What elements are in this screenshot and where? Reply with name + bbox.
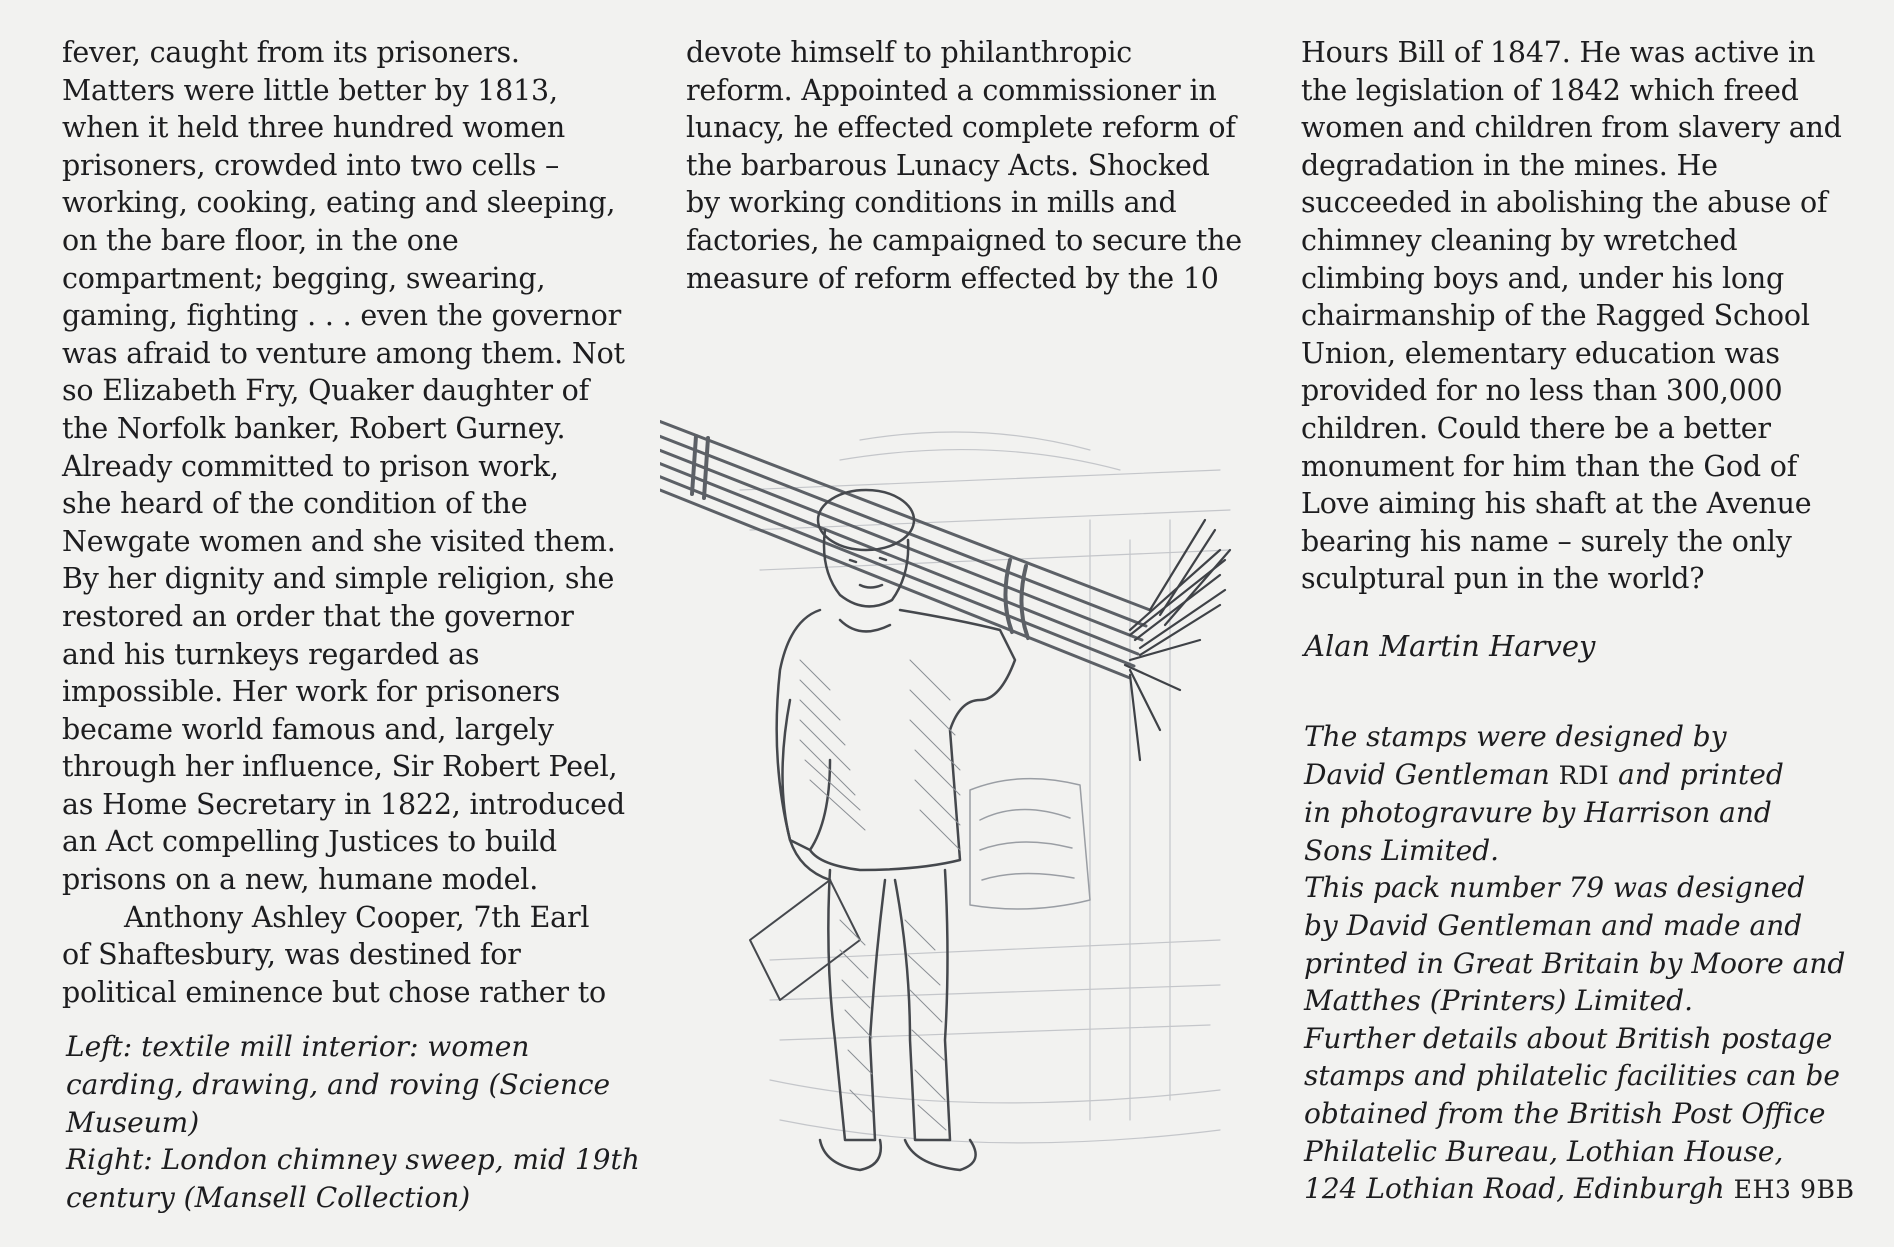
image-caption (66, 1028, 640, 1217)
text-line: on the bare floor, in the one (62, 223, 459, 257)
left-text-column (62, 34, 625, 1011)
text-line: bearing his name – surely the only (1301, 524, 1792, 558)
text-line: was afraid to venture among them. Not (62, 336, 625, 370)
credits-line: Matthes (Printers) Limited. (1304, 984, 1693, 1018)
text-line: prisons on a new, humane model. (62, 863, 539, 897)
middle-text-column (686, 34, 1242, 297)
text-line: political eminence but chose rather to (62, 975, 606, 1009)
text-line: devote himself to philanthropic (686, 36, 1133, 69)
text-line: Newgate women and she visited them. (62, 524, 616, 558)
text-line: By her dignity and simple religion, she (62, 562, 615, 596)
text-line: of Shaftesbury, was destined for (62, 938, 521, 972)
caption-line: Right: London chimney sweep, mid 19th (66, 1143, 640, 1177)
credits-line: Further details about British postage (1304, 1021, 1833, 1055)
text-line: by working conditions in mills and (686, 186, 1177, 220)
text-line: Matters were little better by 1813, (62, 73, 558, 107)
text-line: measure of reform effected by the 10 (686, 261, 1219, 295)
text-line: through her influence, Sir Robert Peel, (62, 750, 618, 784)
figure-hatching (800, 660, 960, 1130)
text-line: Hours Bill of 1847. He was active in (1301, 36, 1816, 69)
text-line: working, cooking, eating and sleeping, (62, 186, 616, 220)
text-line: lunacy, he effected complete reform of (686, 111, 1236, 145)
text-line: monument for him than the God of (1301, 449, 1798, 483)
text-line: as Home Secretary in 1822, introduced (62, 787, 625, 821)
text-line: Union, elementary education was (1301, 336, 1780, 370)
credits-line: This pack number 79 was designed (1304, 871, 1806, 905)
sweep-figure (750, 490, 1015, 1170)
text-line: she heard of the condition of the (62, 487, 528, 521)
text-line: compartment; begging, swearing, (62, 261, 546, 295)
text-line: fever, caught from its prisoners. (62, 36, 520, 69)
text-line: an Act compelling Justices to build (62, 825, 557, 859)
credits-line: The stamps were designed by (1304, 720, 1727, 753)
credits-line: stamps and philatelic facilities can be (1304, 1059, 1840, 1093)
text-line: became world famous and, largely (62, 712, 554, 746)
text-line: gaming, fighting . . . even the governor (62, 299, 622, 333)
credits-line: by David Gentleman and made and (1304, 908, 1803, 942)
credits-line: 124 Lothian Road, Edinburgh EH3 9BB (1304, 1172, 1855, 1206)
credits-line: obtained from the British Post Office (1304, 1096, 1826, 1130)
text-line: Love aiming his shaft at the Avenue (1301, 487, 1812, 521)
text-line: succeeded in abolishing the abuse of (1301, 186, 1828, 220)
text-line: Already committed to prison work, (62, 449, 559, 483)
fireplace (970, 779, 1090, 909)
right-text-column (1301, 34, 1842, 598)
credits-line: David Gentleman RDI and printed (1304, 757, 1784, 791)
caption-line: Left: textile mill interior: women (66, 1030, 530, 1063)
credits-line: printed in Great Britain by Moore and (1304, 946, 1846, 980)
text-line: so Elizabeth Fry, Quaker daughter of (62, 374, 589, 408)
text-line: restored an order that the governor (62, 599, 574, 633)
text-line: provided for no less than 300,000 (1301, 374, 1783, 408)
caption-line: Museum) (66, 1105, 200, 1139)
chimney-sweep-engraving (660, 400, 1280, 1220)
caption-line: carding, drawing, and roving (Science (66, 1067, 611, 1101)
text-line: impossible. Her work for prisoners (62, 675, 560, 709)
text-line: chimney cleaning by wretched (1301, 223, 1738, 257)
text-line: the legislation of 1842 which freed (1301, 73, 1799, 107)
caption-line: century (Mansell Collection) (66, 1181, 471, 1215)
text-line: women and children from slavery and (1301, 111, 1842, 145)
author-signature: Alan Martin Harvey (1304, 629, 1596, 663)
production-credits (1304, 718, 1855, 1209)
text-line: and his turnkeys regarded as (62, 637, 480, 671)
text-line: degradation in the mines. He (1301, 148, 1718, 182)
text-line: prisoners, crowded into two cells – (62, 148, 560, 182)
text-line: factories, he campaigned to secure the (686, 223, 1242, 257)
text-line: sculptural pun in the world? (1301, 562, 1705, 596)
text-line: when it held three hundred women (62, 111, 566, 145)
text-line: climbing boys and, under his long (1301, 261, 1785, 295)
text-line: chairmanship of the Ragged School (1301, 299, 1810, 333)
text-line: children. Could there be a better (1301, 411, 1771, 445)
bundle-of-poles (660, 420, 1150, 678)
text-line: the barbarous Lunacy Acts. Shocked (686, 148, 1210, 182)
text-line: the Norfolk banker, Robert Gurney. (62, 411, 566, 445)
credits-line: Philatelic Bureau, Lothian House, (1304, 1134, 1784, 1168)
paragraph-start-line: Anthony Ashley Cooper, 7th Earl (124, 900, 590, 934)
credits-line: Sons Limited. (1304, 833, 1500, 867)
credits-line: in photogravure by Harrison and (1304, 796, 1772, 830)
text-line: reform. Appointed a commissioner in (686, 73, 1217, 107)
